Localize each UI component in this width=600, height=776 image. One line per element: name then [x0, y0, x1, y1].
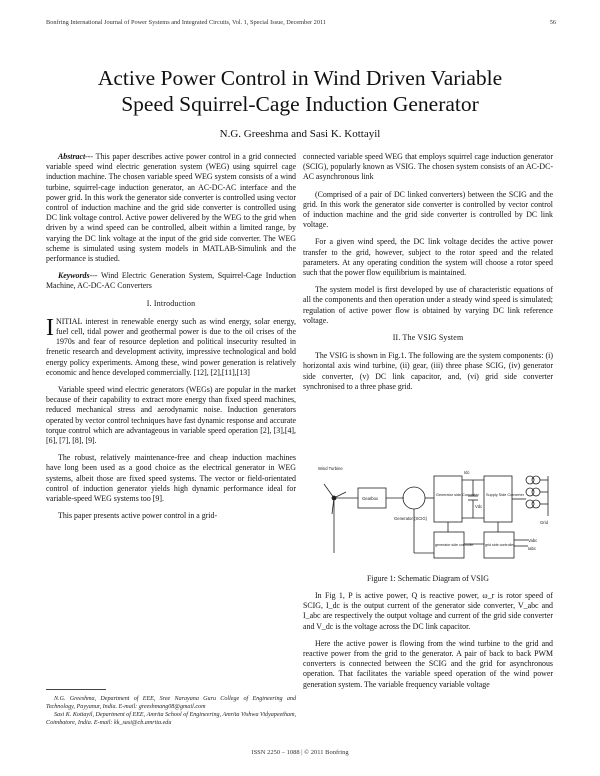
right-paragraph-1: connected variable speed WEG that employs squirrel cage induction generator (SCIG), popularly known as VSIG. The chosen system consists of an AC-DC-AC asynchronous link	[303, 152, 553, 182]
label-gen-controller: generator side controller	[435, 543, 474, 547]
generator-icon	[403, 487, 425, 509]
keywords-label: Keywords---	[58, 271, 98, 281]
vsig-schematic-figure	[316, 458, 552, 568]
label-generator: Generator (SCIG)	[394, 516, 428, 521]
label-grid-controller: grid side controller	[485, 543, 515, 547]
gen-converter-box	[434, 476, 462, 522]
footnote-1: N.G. Greeshma, Department of EEE, Sree Narayana Guru College of Engineering and Technology, Payyanur, India. E-mail: greeshmang08@gmail.com	[46, 696, 296, 710]
right-column	[303, 152, 553, 399]
lower-paragraph-1: In Fig 1, P is active power, Q is reactive power, ω_r is rotor speed of SCIG, I_dc is the output current of the generator side converter, V_abc and I_abc are respectively the output voltage and current of the grid side converter and V_dc is the voltage across the DC link capacitor.	[303, 591, 553, 631]
label-vdc: Vdc	[475, 504, 483, 509]
page-number: 56	[549, 19, 556, 26]
lower-paragraph-2: Here the active power is flowing from the wind turbine to the grid and reactive power from the grid to the generator. A pair of back to back PWM converters is connected between the SCIG and the grid for asynchronous operation. That facilitates the variable speed operation of the wind power generation system. The variable frequency variable voltage	[303, 638, 553, 689]
paper-title	[0, 65, 600, 117]
label-idc: Idc	[464, 470, 470, 475]
label-vabc: Vabc	[528, 538, 538, 543]
intro-p1-text: NITIAL interest in renewable energy such as wind energy, solar energy, fuel cell, tidal power and geothermal power is due to the oil crises of the 1970s and fear of resource depletion and political insecurity resulted in frenetic research and development activity, impressive technological and bold energy policy experiments. Among these, wind power generation is relatively economic and hence developed commercially. [12], [2],[11],[13]	[46, 316, 296, 377]
abstract-label: Abstract---	[58, 152, 94, 161]
grid-transformer-icon	[526, 476, 548, 516]
right-column-lower	[303, 591, 553, 697]
abstract-text: This paper describes active power control in a grid connected variable speed wind electric generation system (WEG) using squirrel cage induction machine. The chosen variable speed WEG system consists of a wind turbine, squirrel-cage induction generator, an AC-DC-AC interface and the power grid. In this work the generator side converter is controlled using vector control of induction machine and the grid side converter is controlled using DC link voltage control. Active power delivered by the WEG to the grid when driven by a wind speed can be controlled, albeit within a limited range, by varying the DC link voltage at the input of the grid side converter. The WEG scheme is simulated using system models in MATLAB-Simulink and the performance is studied.	[46, 152, 296, 264]
abstract	[46, 152, 296, 264]
footnote-2: Sasi K. Kottayil, Department of EEE, Amrita School of Engineering, Amrita Vishwa Vidyapeetham, Coimbatore, India. E-mail: kk_sasi@cb.amrita.edu	[46, 712, 296, 726]
label-iabc: Iabc	[528, 546, 536, 551]
authors: N.G. Greeshma and Sasi K. Kottayil	[219, 128, 381, 140]
section-heading-introduction: I. Introduction	[146, 298, 196, 308]
title-line-2: Speed Squirrel-Cage Induction Generator	[121, 92, 479, 116]
drop-cap: I	[46, 314, 54, 341]
intro-paragraph-2: Variable speed wind electric generators (WEGs) are popular in the market because of their capability to extract more energy than fixed speed machines, reduced mechanical stress and aerodynamic noise. Induction generators operated by vector control techniques have fast dynamic response and accurate torque control which are advantageous in variable speed operation [2], [3],[4], [6], [7], [8], [9].	[46, 385, 296, 446]
right-paragraph-4: The system model is first developed by use of characteristic equations of all the components and then operation under a steady wind speed is simulated; regulation of active power flow is obtained by varying DC link reference voltage.	[303, 285, 553, 325]
intro-paragraph-3: The robust, relatively maintenance-free and cheap induction machines have long been used as a good choice as the electrical generator in WEG systems, albeit those are fixed speed systems. The vector or field-orientated control of induction generator yields high dynamic performance ideal for variable-speed WEG systems too [9].	[46, 453, 296, 504]
right-paragraph-2: (Comprised of a pair of DC linked converters) between the SCIG and the grid. In this work the generator side converter is controlled by vector control of induction machine and the grid side converter is controlled by DC link voltage.	[303, 189, 553, 230]
label-grid: Grid	[540, 520, 548, 525]
section-heading-vsig: II. The VSIG System	[392, 333, 464, 343]
left-column	[46, 152, 296, 529]
footnote-rule	[46, 689, 106, 690]
keywords-text: Wind Electric Generation System, Squirrel-Cage Induction Machine, AC-DC-AC Converters	[46, 271, 296, 291]
right-paragraph-3: For a given wind speed, the DC link voltage decides the active power transfer to the grid, however, subject to the rotor speed and the related parameters. At any operating condition the system will choose a rotor speed such that the power flow equilibrium is maintained.	[303, 237, 553, 278]
title-line-1: Active Power Control in Wind Driven Variable	[97, 66, 503, 90]
vsig-paragraph-1: The VSIG is shown in Fig.1. The following are the system components: (i) horizontal axis wind turbine, (ii) gear, (iii) three phase SCIG, (iv) generator side converter, (v) DC link capacitor, and, (vi) grid side converter synchronised to a three phase grid.	[303, 351, 553, 391]
supply-converter-box	[484, 476, 512, 522]
label-gearbox: Gearbox	[362, 496, 379, 501]
label-wind-turbine: Wind Turbine	[318, 466, 343, 471]
intro-paragraph-4: This paper presents active power control in a grid-	[58, 511, 218, 521]
running-head: Bonfring International Journal of Power Systems and Integrated Circuits, Vol. 1, Special Issue, December 2011	[46, 19, 327, 26]
wind-turbine-icon	[324, 484, 346, 553]
intro-paragraph-1	[46, 314, 296, 378]
label-gen-converter: Generator side Converter	[436, 493, 479, 497]
label-supply-converter: Supply Side Converter	[486, 493, 524, 497]
figure-caption: Figure 1: Schematic Diagram of VSIG	[367, 574, 489, 583]
keywords	[46, 271, 296, 291]
page-footer: ISSN 2250 – 1088 | © 2011 Bonfring	[251, 749, 349, 756]
footnotes	[46, 695, 296, 727]
